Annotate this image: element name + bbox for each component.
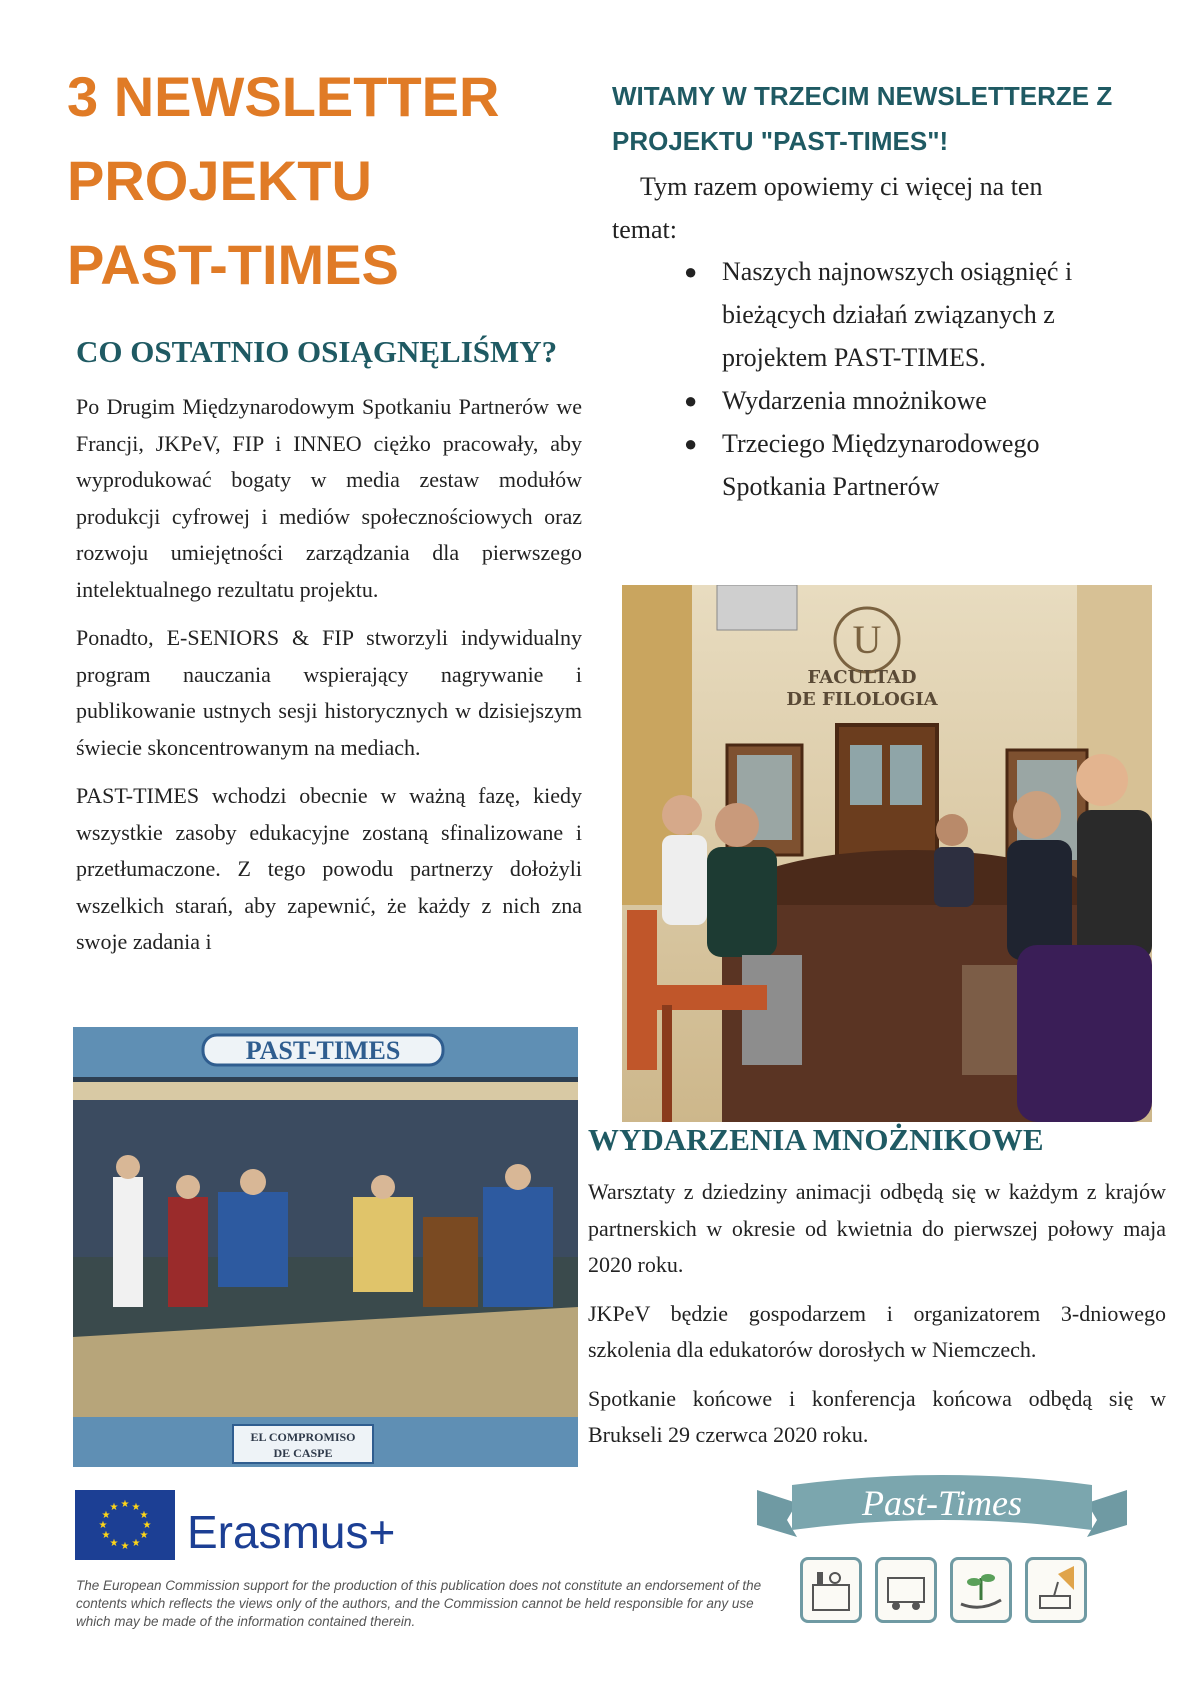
title-line-1: 3 NEWSLETTER (67, 65, 500, 128)
factory-icon (800, 1557, 862, 1623)
svg-text:★: ★ (142, 1520, 152, 1531)
events-heading: WYDARZENIA MNOŻNIKOWE (588, 1122, 1044, 1157)
gramophone-icon (1025, 1557, 1087, 1623)
topic-item (684, 379, 1142, 422)
svg-text:★: ★ (131, 1502, 141, 1513)
events-paragraph: Warsztaty z dziedziny animacji odbędą się w każdym z krajów partnerskich w okresie od kwietnia do pierwszej połowy maja 2020 roku. (588, 1179, 1166, 1277)
past-times-banner (757, 1465, 1127, 1555)
eu-flag-icon (75, 1490, 175, 1560)
title-line-3: PAST-TIMES (67, 233, 399, 296)
sign-text-2: DE FILOLOGIA (786, 689, 938, 710)
svg-text:★: ★ (101, 1530, 111, 1541)
events-paragraph: Spotkanie końcowe i konferencja końcowa odbędą się w Brukseli 29 czerwca 2020 roku. (588, 1385, 1166, 1447)
svg-text:★: ★ (120, 1541, 130, 1552)
train-icon (875, 1557, 937, 1623)
svg-text:★: ★ (120, 1499, 130, 1510)
achievements-paragraph: PAST-TIMES wchodzi obecnie w ważną fazę, kiedy wszystkie zasoby edukacyjne zostaną sfinalizowane i przetłumaczone. Z tego powodu partnerzy dołożyli wszelkich starań, aby zapewnić, że każdy z nich zna swoje zadania i (76, 783, 582, 954)
eu-disclaimer: The European Commission support for the production of this publication does not constitute an endorsement of the contents which reflects the views only of the authors, and the Commission cannot be held responsible for any use which may be made of the information contained therein. (76, 1578, 762, 1629)
mural-plaque-line-1: EL COMPROMISO (250, 1430, 356, 1444)
achievements-text (76, 389, 582, 1029)
plant-hand-icon (950, 1557, 1012, 1623)
svg-text:★: ★ (131, 1538, 141, 1549)
mural-plaque-line-2: DE CASPE (273, 1446, 333, 1460)
svg-text:★: ★ (109, 1538, 119, 1549)
svg-text:★: ★ (98, 1520, 108, 1531)
welcome-intro: Tym razem opowiemy ci więcej na ten temat: (612, 172, 1043, 244)
welcome-heading-line-1: WITAMY W TRZECIM NEWSLETTERZE Z (612, 81, 1113, 111)
erasmus-label: Erasmus+ (187, 1506, 396, 1558)
sign-text-1: FACULTAD (807, 667, 917, 688)
erasmus-logo (75, 1490, 435, 1565)
events-text (588, 1174, 1166, 1466)
svg-text:★: ★ (109, 1502, 119, 1513)
meeting-photo (622, 585, 1152, 1122)
tile-mural-illustration (73, 1027, 578, 1467)
mural-banner-text: PAST-TIMES (245, 1036, 401, 1065)
achievements-heading: CO OSTATNIO OSIĄGNĘLIŚMY? (76, 334, 558, 369)
achievements-paragraph: Ponadto, E-SENIORS & FIP stworzyli indywidualny program nauczania wspierający nagrywanie i publikowanie ustnych sesji historycznych w dzisiejszym świecie skoncentrowanym na mediach. (76, 625, 582, 760)
svg-text:U: U (852, 617, 882, 662)
meeting-photo-illustration (622, 585, 1152, 1122)
svg-text:★: ★ (139, 1530, 149, 1541)
bullet-icon: ● (684, 431, 698, 456)
welcome-heading (612, 74, 1152, 164)
welcome-heading-line-2: PROJEKTU "PAST-TIMES"! (612, 126, 949, 156)
tile-mural-image (73, 1027, 578, 1467)
topic-text: Naszych najnowszych osiągnięć i bieżących działań związanych z projektem PAST-TIMES. (722, 257, 1073, 372)
topic-item (684, 250, 1142, 379)
topic-text: Wydarzenia mnożnikowe (722, 386, 987, 415)
achievements-paragraph: Po Drugim Międzynarodowym Spotkaniu Partnerów we Francji, JKPeV, FIP i INNEO ciężko pracowały, aby wyprodukować bogaty w media zestaw modułów produkcji cyfrowej i mediów społecznościowych oraz rozwoju umiejętności zarządzania dla pierwszego intelektualnego rezultatu projektu. (76, 394, 582, 602)
past-times-logo-text: Past-Times (861, 1483, 1023, 1523)
svg-text:★: ★ (139, 1510, 149, 1521)
svg-text:★: ★ (101, 1510, 111, 1521)
bullet-icon: ● (684, 388, 698, 413)
events-paragraph: JKPeV będzie gospodarzem i organizatorem 3-dniowego szkolenia dla edukatorów dorosłych w Niemczech. (588, 1300, 1166, 1362)
title-line-2: PROJEKTU (67, 149, 372, 212)
topic-item (684, 422, 1142, 508)
topic-list (684, 250, 1142, 508)
topic-text: Trzeciego Międzynarodowego Spotkania Partnerów (722, 429, 1040, 501)
newsletter-title (67, 55, 547, 307)
bullet-icon: ● (684, 259, 698, 284)
